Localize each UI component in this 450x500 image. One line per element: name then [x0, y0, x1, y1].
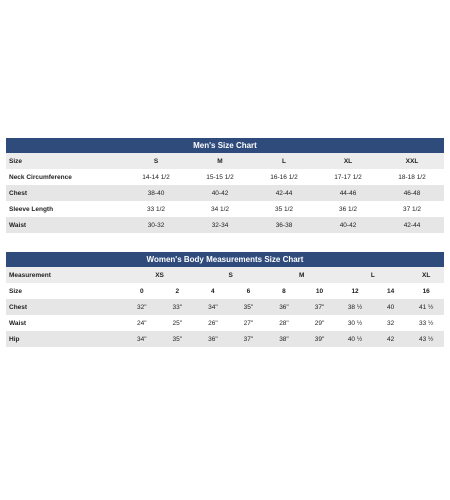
table-cell: 39"	[302, 331, 338, 347]
row-label: Chest	[6, 185, 124, 201]
table-cell: 36-38	[252, 217, 316, 233]
table-cell: 42-44	[252, 185, 316, 201]
table-cell: 17-17 1/2	[334, 173, 362, 181]
table-cell: 35"	[160, 331, 196, 347]
table-cell: 18-18 1/2	[398, 173, 426, 181]
table-cell: 46-48	[380, 185, 444, 201]
table-cell: 35"	[231, 299, 267, 315]
table-cell: 36"	[195, 331, 231, 347]
table-row	[6, 315, 444, 331]
mens-size-table	[6, 153, 444, 233]
table-cell: 33 1/2	[146, 205, 166, 213]
mens-size-chart	[6, 138, 444, 233]
table-cell: 40-42	[188, 185, 252, 201]
table-row	[6, 331, 444, 347]
table-header-row	[6, 283, 444, 299]
header-cell: L	[337, 267, 408, 283]
table-cell: 36 1/2	[338, 205, 358, 213]
header-cell: L	[252, 153, 316, 169]
table-row	[6, 217, 444, 233]
table-cell: 41 ½	[408, 299, 444, 315]
table-cell: 38-40	[124, 185, 188, 201]
header-cell: 6	[246, 287, 251, 295]
table-cell: 24"	[137, 319, 147, 327]
table-cell: 35 1/2	[274, 205, 294, 213]
table-cell: 33"	[160, 299, 196, 315]
header-cell: M	[266, 267, 337, 283]
table-row	[6, 185, 444, 201]
table-cell: 34 1/2	[210, 205, 230, 213]
row-label: Hip	[6, 331, 124, 347]
table-cell: 34"	[195, 299, 231, 315]
table-cell: 38 ½	[337, 299, 373, 315]
header-cell: 0	[139, 287, 144, 295]
table-cell: 32	[386, 319, 395, 327]
womens-size-chart	[6, 252, 444, 347]
table-cell: 40	[373, 299, 409, 315]
row-label: Sleeve Length	[9, 205, 54, 213]
table-cell: 28"	[279, 319, 289, 327]
table-cell: 27"	[243, 319, 254, 327]
table-cell: 33 ½	[418, 319, 434, 327]
header-cell: XXL	[380, 153, 444, 169]
table-cell: 26"	[208, 319, 218, 327]
table-cell: 30-32	[124, 217, 188, 233]
table-cell: 36"	[266, 299, 302, 315]
header-cell: 10	[315, 287, 324, 295]
table-cell: 40 ½	[337, 331, 373, 347]
table-row	[6, 299, 444, 315]
header-cell: 12	[351, 287, 359, 295]
row-label: Chest	[6, 299, 124, 315]
header-cell: XL	[316, 153, 380, 169]
header-cell: 8	[282, 287, 286, 295]
header-cell: S	[124, 153, 188, 169]
table-cell: 37"	[231, 331, 267, 347]
row-label: Waist	[9, 319, 27, 327]
table-cell: 25"	[172, 319, 183, 327]
table-cell: 32-34	[188, 217, 252, 233]
table-cell: 14-14 1/2	[142, 173, 170, 181]
table-row	[6, 201, 444, 217]
row-label: Waist	[6, 217, 124, 233]
table-cell: 42	[373, 331, 409, 347]
table-cell: 37"	[302, 299, 338, 315]
header-cell: Size	[9, 287, 23, 295]
header-cell: XL	[408, 267, 444, 283]
table-cell: 32"	[124, 299, 160, 315]
header-cell: Measurement	[6, 267, 124, 283]
header-cell: 2	[175, 287, 180, 295]
table-cell: 40-42	[316, 217, 380, 233]
table-cell: 34"	[124, 331, 160, 347]
table-cell: 29"	[314, 319, 325, 327]
header-cell: 4	[211, 287, 215, 295]
table-cell: 16-16 1/2	[270, 173, 298, 181]
header-cell: 14	[386, 287, 395, 295]
womens-size-table	[6, 267, 444, 347]
row-label: Neck Circumference	[9, 173, 72, 181]
table-row	[6, 169, 444, 185]
mens-chart-title: Men's Size Chart	[6, 138, 444, 153]
table-cell: 38"	[266, 331, 302, 347]
womens-chart-title: Women's Body Measurements Size Chart	[6, 252, 444, 267]
table-cell: 37 1/2	[402, 205, 422, 213]
table-cell: 43 ½	[408, 331, 444, 347]
table-cell: 44-46	[316, 185, 380, 201]
header-cell: S	[195, 267, 266, 283]
header-cell: Size	[6, 153, 124, 169]
table-header-row	[6, 153, 444, 169]
header-cell: XS	[124, 267, 195, 283]
table-cell: 42-44	[380, 217, 444, 233]
table-cell: 15-15 1/2	[206, 173, 234, 181]
header-cell: 16	[422, 287, 430, 295]
header-cell: M	[188, 153, 252, 169]
table-cell: 30 ½	[347, 319, 363, 327]
table-header-row	[6, 267, 444, 283]
